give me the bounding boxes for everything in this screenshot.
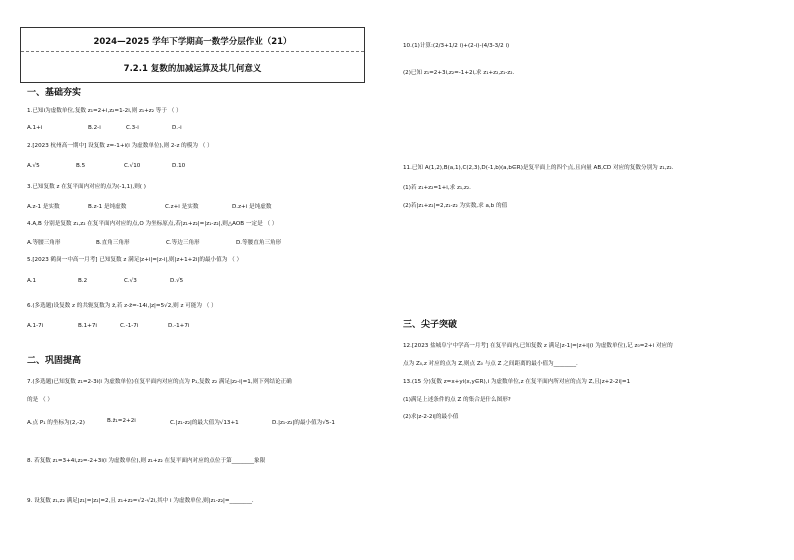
section-heading-top: 三、尖子突破 <box>403 320 458 330</box>
q6-option-a: A.1-7i <box>27 323 44 329</box>
q2-option-b: B.5 <box>76 163 86 169</box>
question-13-part-2: (2)求|z-2-2i|的最小值 <box>403 414 459 420</box>
question-7-line-1: 7.(多选题)已知复数 z₁=2-3i(i 为虚数单位)在复平面内对应的点为 P₁,复数 z₂ 满足|z₂-i|=1,则下列结论正确 <box>27 379 292 385</box>
question-13: 13.(15 分)复数 z=x+yi(x,y∈R),i 为虚数单位,z 在复平面内所对应的点为 Z,且|z+2-2i|=1 <box>403 379 631 385</box>
question-8: 8. 若复数 z₁=3+4i,z₂=-2+3i(i 为虚数单位),则 z₁+z₂ 在复平面内对应的点位于第________象限 <box>27 458 266 464</box>
question-6: 6.(多选题)设复数 z 的共轭复数为 z̄,若 z-z̄=-14i,|z|=5√2,则 z 可能为 （ ） <box>27 303 217 309</box>
q5-option-b: B.2 <box>78 278 88 284</box>
q5-option-c: C.√3 <box>124 278 137 284</box>
q7-option-a: A.点 P₁ 的坐标为(2,-2) <box>27 420 85 426</box>
question-9: 9. 设复数 z₁,z₂ 满足|z₁|=|z₂|=2,且 z₁+z₂=√2-√2i,其中 i 为虚数单位,则|z₁-z₂|=________. <box>27 498 254 504</box>
question-4: 4.A,B 分别是复数 z₁,z₂ 在复平面内对应的点,O 为坐标原点,若|z₁+z₂|=|z₁-z₂|,则△AOB 一定是 （ ） <box>27 221 278 227</box>
question-7-line-2: 的是 （ ） <box>27 397 53 403</box>
q6-option-c: C.-1-7i <box>120 323 139 329</box>
question-10-part-2: (2)已知 z₁=2+3i,z₂=-1+2i,求 z₁+z₂,z₁-z₂. <box>403 70 515 76</box>
q3-option-d: D.z+i 是纯虚数 <box>232 204 272 210</box>
q5-option-a: A.1 <box>27 278 37 284</box>
q1-option-d: D.-i <box>172 125 182 131</box>
page-subtitle: 7.2.1 复数的加减运算及其几何意义 <box>123 64 262 74</box>
question-11-part-1: (1)若 z₁+z₂=1+i,求 z₁,z₂. <box>403 185 471 191</box>
question-3: 3.已知复数 z 在复平面内对应的点为(-1,1),则( ) <box>27 184 146 190</box>
question-13-part-1: (1)满足上述条件的点 Z 的集合是什么图形? <box>403 397 511 403</box>
section-heading-basic: 一、基础夯实 <box>27 88 82 98</box>
q5-option-d: D.√5 <box>170 278 184 284</box>
q3-option-b: B.z-1 是纯虚数 <box>88 204 127 210</box>
q4-option-d: D.等腰直角三角形 <box>236 240 282 246</box>
question-11-part-2: (2)若|z₁+z₂|=2,z₁-z₂ 为实数,求 a,b 的值 <box>403 203 508 209</box>
q3-option-a: A.z-1 是实数 <box>27 204 60 210</box>
q6-option-d: D.-1+7i <box>168 323 190 329</box>
q1-option-c: C.3-i <box>126 125 139 131</box>
q1-option-a: A.1+i <box>27 125 43 131</box>
q2-option-c: C.√10 <box>124 163 141 169</box>
q4-option-c: C.等边三角形 <box>166 240 200 246</box>
question-12-line-1: 12.[2023 盐城阜宁中学高一月考] 在复平面内,已知复数 z 满足|z-1|=|z+i|(i 为虚数单位),记 z₀=2+i 对应的 <box>403 343 673 349</box>
q2-option-a: A.√5 <box>27 163 40 169</box>
question-11: 11.已知 A(1,2),B(a,1),C(2,3),D(-1,b)(a,b∈R)是复平面上的四个点,且向量 AB,CD 对应的复数分别为 z₁,z₂. <box>403 165 674 171</box>
section-heading-advanced: 二、巩固提高 <box>27 356 82 366</box>
title-divider <box>21 51 364 52</box>
q3-option-c: C.z+i 是实数 <box>165 204 199 210</box>
question-12-line-2: 点为 Z₀,z 对应的点为 Z,则点 Z₀ 与点 Z 之间距离的最小值为________. <box>403 361 578 367</box>
q7-option-b: B.z̄₁=2+2i <box>107 418 136 424</box>
question-1: 1.已知i为虚数单位,复数 z₁=2+i,z₂=1-2i,则 z₁+z₂ 等于 （ ） <box>27 108 182 114</box>
q2-option-d: D.10 <box>172 163 186 169</box>
q1-option-b: B.2-i <box>88 125 101 131</box>
q4-option-a: A.等腰三角形 <box>27 240 61 246</box>
title-box <box>20 27 365 83</box>
q7-option-c: C.|z₁-z₂|的最大值为√13+1 <box>170 420 239 426</box>
question-5: 5.[2023 鹤岗一中高一月考] 已知复数 z 满足|z+i|=|z-i|,则|z+1+2i|的最小值为 （ ） <box>27 257 243 263</box>
question-2: 2.[2023 杭州高一期中] 设复数 z=-1+i(i 为虚数单位),则 2-z 的模为 （ ） <box>27 143 213 149</box>
page-title: 2024—2025 学年下学期高一数学分层作业（21） <box>93 37 292 47</box>
q4-option-b: B.直角三角形 <box>96 240 130 246</box>
question-10-part-1: 10.(1)计算:(2/3+1/2 i)+(2-i)-(4/3-3/2 i) <box>403 43 510 49</box>
q7-option-d: D.|z₁-z₂|的最小值为√5-1 <box>272 420 335 426</box>
q6-option-b: B.1+7i <box>78 323 97 329</box>
